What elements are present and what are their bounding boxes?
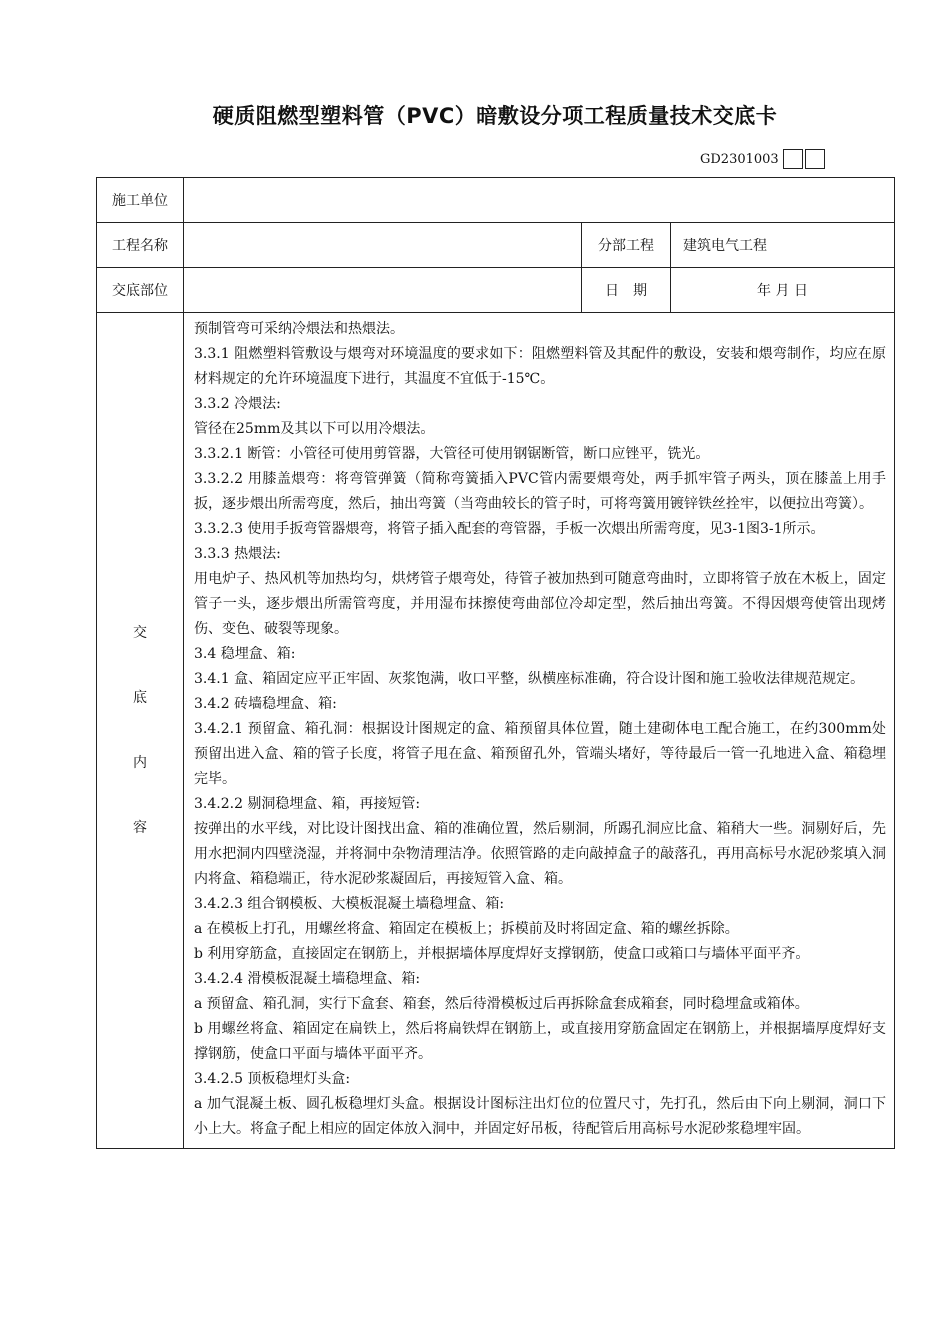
handover-table: [96, 177, 895, 1149]
project-value[interactable]: [184, 223, 582, 268]
doc-code-row: [700, 147, 825, 171]
date-label: 日 期: [582, 268, 671, 313]
content-paragraph: 3.3.3 热煨法:: [194, 546, 281, 562]
content-paragraph: a 加气混凝土板、圆孔板稳埋灯头盒。根据设计图标注出灯位的位置尺寸，先打孔，然后由下向上剔洞，洞口下小上大。将盒子配上相应的固定体放入洞中，并固定好吊板，待配管后用高标号水泥砂浆稳埋牢固。: [194, 1096, 887, 1137]
doc-code: GD2301003: [700, 151, 779, 167]
row-location: [97, 268, 895, 313]
code-box-1[interactable]: [783, 149, 803, 169]
code-box-2[interactable]: [805, 149, 825, 169]
content-paragraph: 3.4.2.3 组合钢模板、大模板混凝土墙稳埋盒、箱:: [194, 896, 505, 912]
location-label: 交底部位: [97, 268, 184, 313]
content-paragraph: 按弹出的水平线，对比设计图找出盒、箱的准确位置，然后剔洞，所踢孔洞应比盒、箱稍大一些。洞剔好后，先用水把洞内四壁浇湿，并将洞中杂物清理洁净。依照管路的走向敲掉盒子的敲落孔，再用高标号水泥砂浆填入洞内将盒、箱稳端正，待水泥砂浆凝固后，再接短管入盒、箱。: [194, 821, 887, 887]
unit-label: 施工单位: [97, 178, 184, 223]
content-body: [184, 313, 895, 1149]
location-value[interactable]: [184, 268, 582, 313]
content-paragraph: a 在模板上打孔，用螺丝将盒、箱固定在模板上；拆模前及时将固定盒、箱的螺丝拆除。: [194, 921, 739, 937]
content-label-char: 交: [133, 625, 147, 641]
project-label: 工程名称: [97, 223, 184, 268]
content-paragraph: 预制管弯可采纳冷煨法和热煨法。: [194, 321, 404, 337]
row-content: [97, 313, 895, 1149]
row-project: [97, 223, 895, 268]
subproject-label: 分部工程: [582, 223, 671, 268]
content-label-char: 容: [133, 820, 147, 836]
content-paragraph: 用电炉子、热风机等加热均匀，烘烤管子煨弯处，待管子被加热到可随意弯曲时，立即将管子放在木板上，固定管子一头，逐步煨出所需管弯度，并用湿布抹擦使弯曲部位冷却定型，然后抽出弯簧。不得因煨弯使管出现烤伤、变色、破裂等现象。: [194, 571, 887, 637]
content-paragraph: 3.4.1 盒、箱固定应平正牢固、灰浆饱满，收口平整，纵横座标准确，符合设计图和施工验收法律规范规定。: [194, 671, 865, 687]
document-title: 硬质阻燃型塑料管（PVC）暗敷设分项工程质量技术交底卡: [212, 104, 778, 128]
subproject-value[interactable]: 建筑电气工程: [671, 223, 895, 268]
date-value[interactable]: 年 月 日: [671, 268, 895, 313]
content-paragraph: 3.4.2.5 顶板稳埋灯头盒:: [194, 1071, 351, 1087]
content-paragraph: a 预留盒、箱孔洞，实行下盒套、箱套，然后待滑模板过后再拆除盒套成箱套，同时稳埋盒或箱体。: [194, 996, 809, 1012]
row-unit: [97, 178, 895, 223]
content-paragraph: 3.4.2.2 剔洞稳埋盒、箱，再接短管:: [194, 796, 421, 812]
content-label-char: 底: [133, 690, 147, 706]
content-paragraph: 3.4.2.1 预留盒、箱孔洞：根据设计图规定的盒、箱预留具体位置，随土建砌体电工配合施工，在约300mm处预留出进入盒、箱的管子长度，将管子甩在盒、箱预留孔外，管端头堵好，等待最后一管一孔地进入盒、箱稳埋完毕。: [194, 721, 887, 787]
content-paragraph: 3.3.2 冷煨法:: [194, 396, 281, 412]
content-paragraph: b 利用穿筋盒，直接固定在钢筋上，并根据墙体厚度焊好支撑钢筋，使盒口或箱口与墙体平面平齐。: [194, 946, 810, 962]
content-paragraph: 3.3.2.1 断管：小管径可使用剪管器，大管径可使用钢锯断管，断口应锉平，铣光。: [194, 446, 710, 462]
content-paragraph: 3.3.2.2 用膝盖煨弯：将弯管弹簧（简称弯簧插入PVC管内需要煨弯处，两手抓牢管子两头，顶在膝盖上用手扳，逐步煨出所需弯度，然后，抽出弯簧（当弯曲较长的管子时，可将弯簧用镀锌铁丝拴牢，以便拉出弯簧）。: [194, 471, 887, 512]
content-paragraph: 3.4.2 砖墙稳埋盒、箱:: [194, 696, 337, 712]
unit-value[interactable]: [184, 178, 895, 223]
content-paragraph: 3.4.2.4 滑模板混凝土墙稳埋盒、箱:: [194, 971, 421, 987]
content-paragraph: 3.3.1 阻燃塑料管敷设与煨弯对环境温度的要求如下：阻燃塑料管及其配件的敷设，安装和煨弯制作，均应在原材料规定的允许环境温度下进行，其温度不宜低于-15℃。: [194, 346, 887, 387]
content-label: [97, 313, 184, 1149]
content-label-char: 内: [133, 755, 147, 771]
content-paragraph: 管径在25mm及其以下可以用冷煨法。: [194, 421, 435, 437]
content-paragraph: 3.4 稳埋盒、箱:: [194, 646, 296, 662]
content-paragraph: 3.3.2.3 使用手扳弯管器煨弯，将管子插入配套的弯管器，手板一次煨出所需弯度，见3-1图3-1所示。: [194, 521, 825, 537]
content-paragraph: b 用螺丝将盒、箱固定在扁铁上，然后将扁铁焊在钢筋上，或直接用穿筋盒固定在钢筋上，并根据墙厚度焊好支撑钢筋，使盒口平面与墙体平面平齐。: [194, 1021, 887, 1062]
